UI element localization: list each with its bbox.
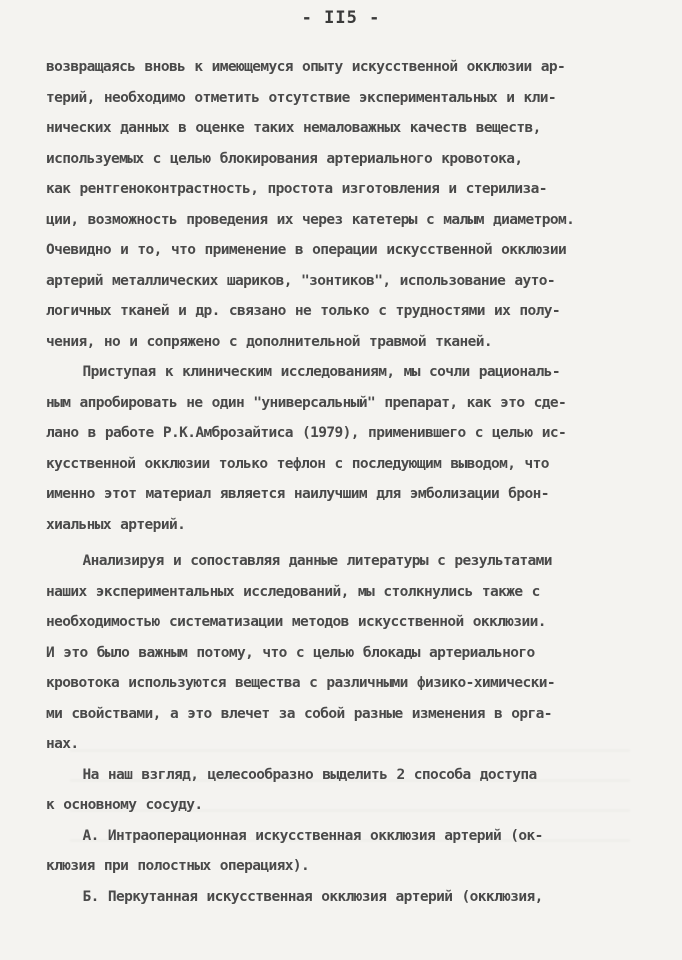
text-line: нах. [46,736,79,752]
text-line: нических данных в оценке таких немаловажных качеств веществ, [46,120,541,136]
text-line: А. Интраоперационная искусственная окклюзия артерий (ок- [46,827,543,844]
text-line: Б. Перкутанная искусственная окклюзия артерий (окклюзия, [46,888,543,905]
text-line: именно этот материал является наилучшим для эмболизации брон- [46,486,549,502]
text-line: Очевидно и то, что применение в операции искусственной окклюзии [46,242,567,258]
text-line: терий, необходимо отметить отсутствие экспериментальных и кли- [46,89,557,106]
text-line: наших экспериментальных исследований, мы столкнулись также с [46,583,540,600]
text-line: И это было важным потому, что с целью блокады артериального [46,644,535,661]
text-line: На наш взгляд, целесообразно выделить 2 способа доступа [46,766,537,783]
text-line: к основному сосуду. [46,797,203,813]
body-text [46,52,646,912]
text-line: используемых с целью блокирования артериального кровотока, [46,150,523,167]
text-line: чения, но и сопряжено с дополнительной травмой тканей. [46,333,493,350]
text-line: возвращаясь вновь к имеющемуся опыту искусственной окклюзии ар- [46,59,566,75]
text-line: ции, возможность проведения их через катетеры с малым диаметром. [46,211,575,228]
text-line: ным апробировать не один "универсальный" препарат, как это сде- [46,394,567,411]
text-line: лано в работе Р.К.Амброзайтиса (1979), применившего с целью ис- [46,425,567,441]
text-line: как рентгеноконтрастность, простота изготовления и стерилиза- [46,181,547,197]
text-line: логичных тканей и др. связано не только с трудностями их полу- [46,303,561,319]
text-line: клюзия при полостных операциях). [46,858,310,874]
text-line: Приступая к клиническим исследованиям, мы сочли рациональ- [46,364,561,380]
text-line: артерий металлических шариков, "зонтиков", использование ауто- [46,272,556,289]
text-line: кусственной окклюзии только тефлон с последующим выводом, что [46,455,549,472]
text-line: кровотока используются вещества с различными физико-химически- [46,675,556,691]
text-line: необходимостью систематизации методов искусственной окклюзии. [46,614,546,630]
page-number: - II5 - [301,8,381,28]
text-line: ми свойствами, а это влечет за собой разные изменения в орга- [46,705,552,722]
text-line: хиальных артерий. [46,516,186,533]
text-line: Анализируя и сопоставляя данные литературы с результатами [46,553,552,569]
